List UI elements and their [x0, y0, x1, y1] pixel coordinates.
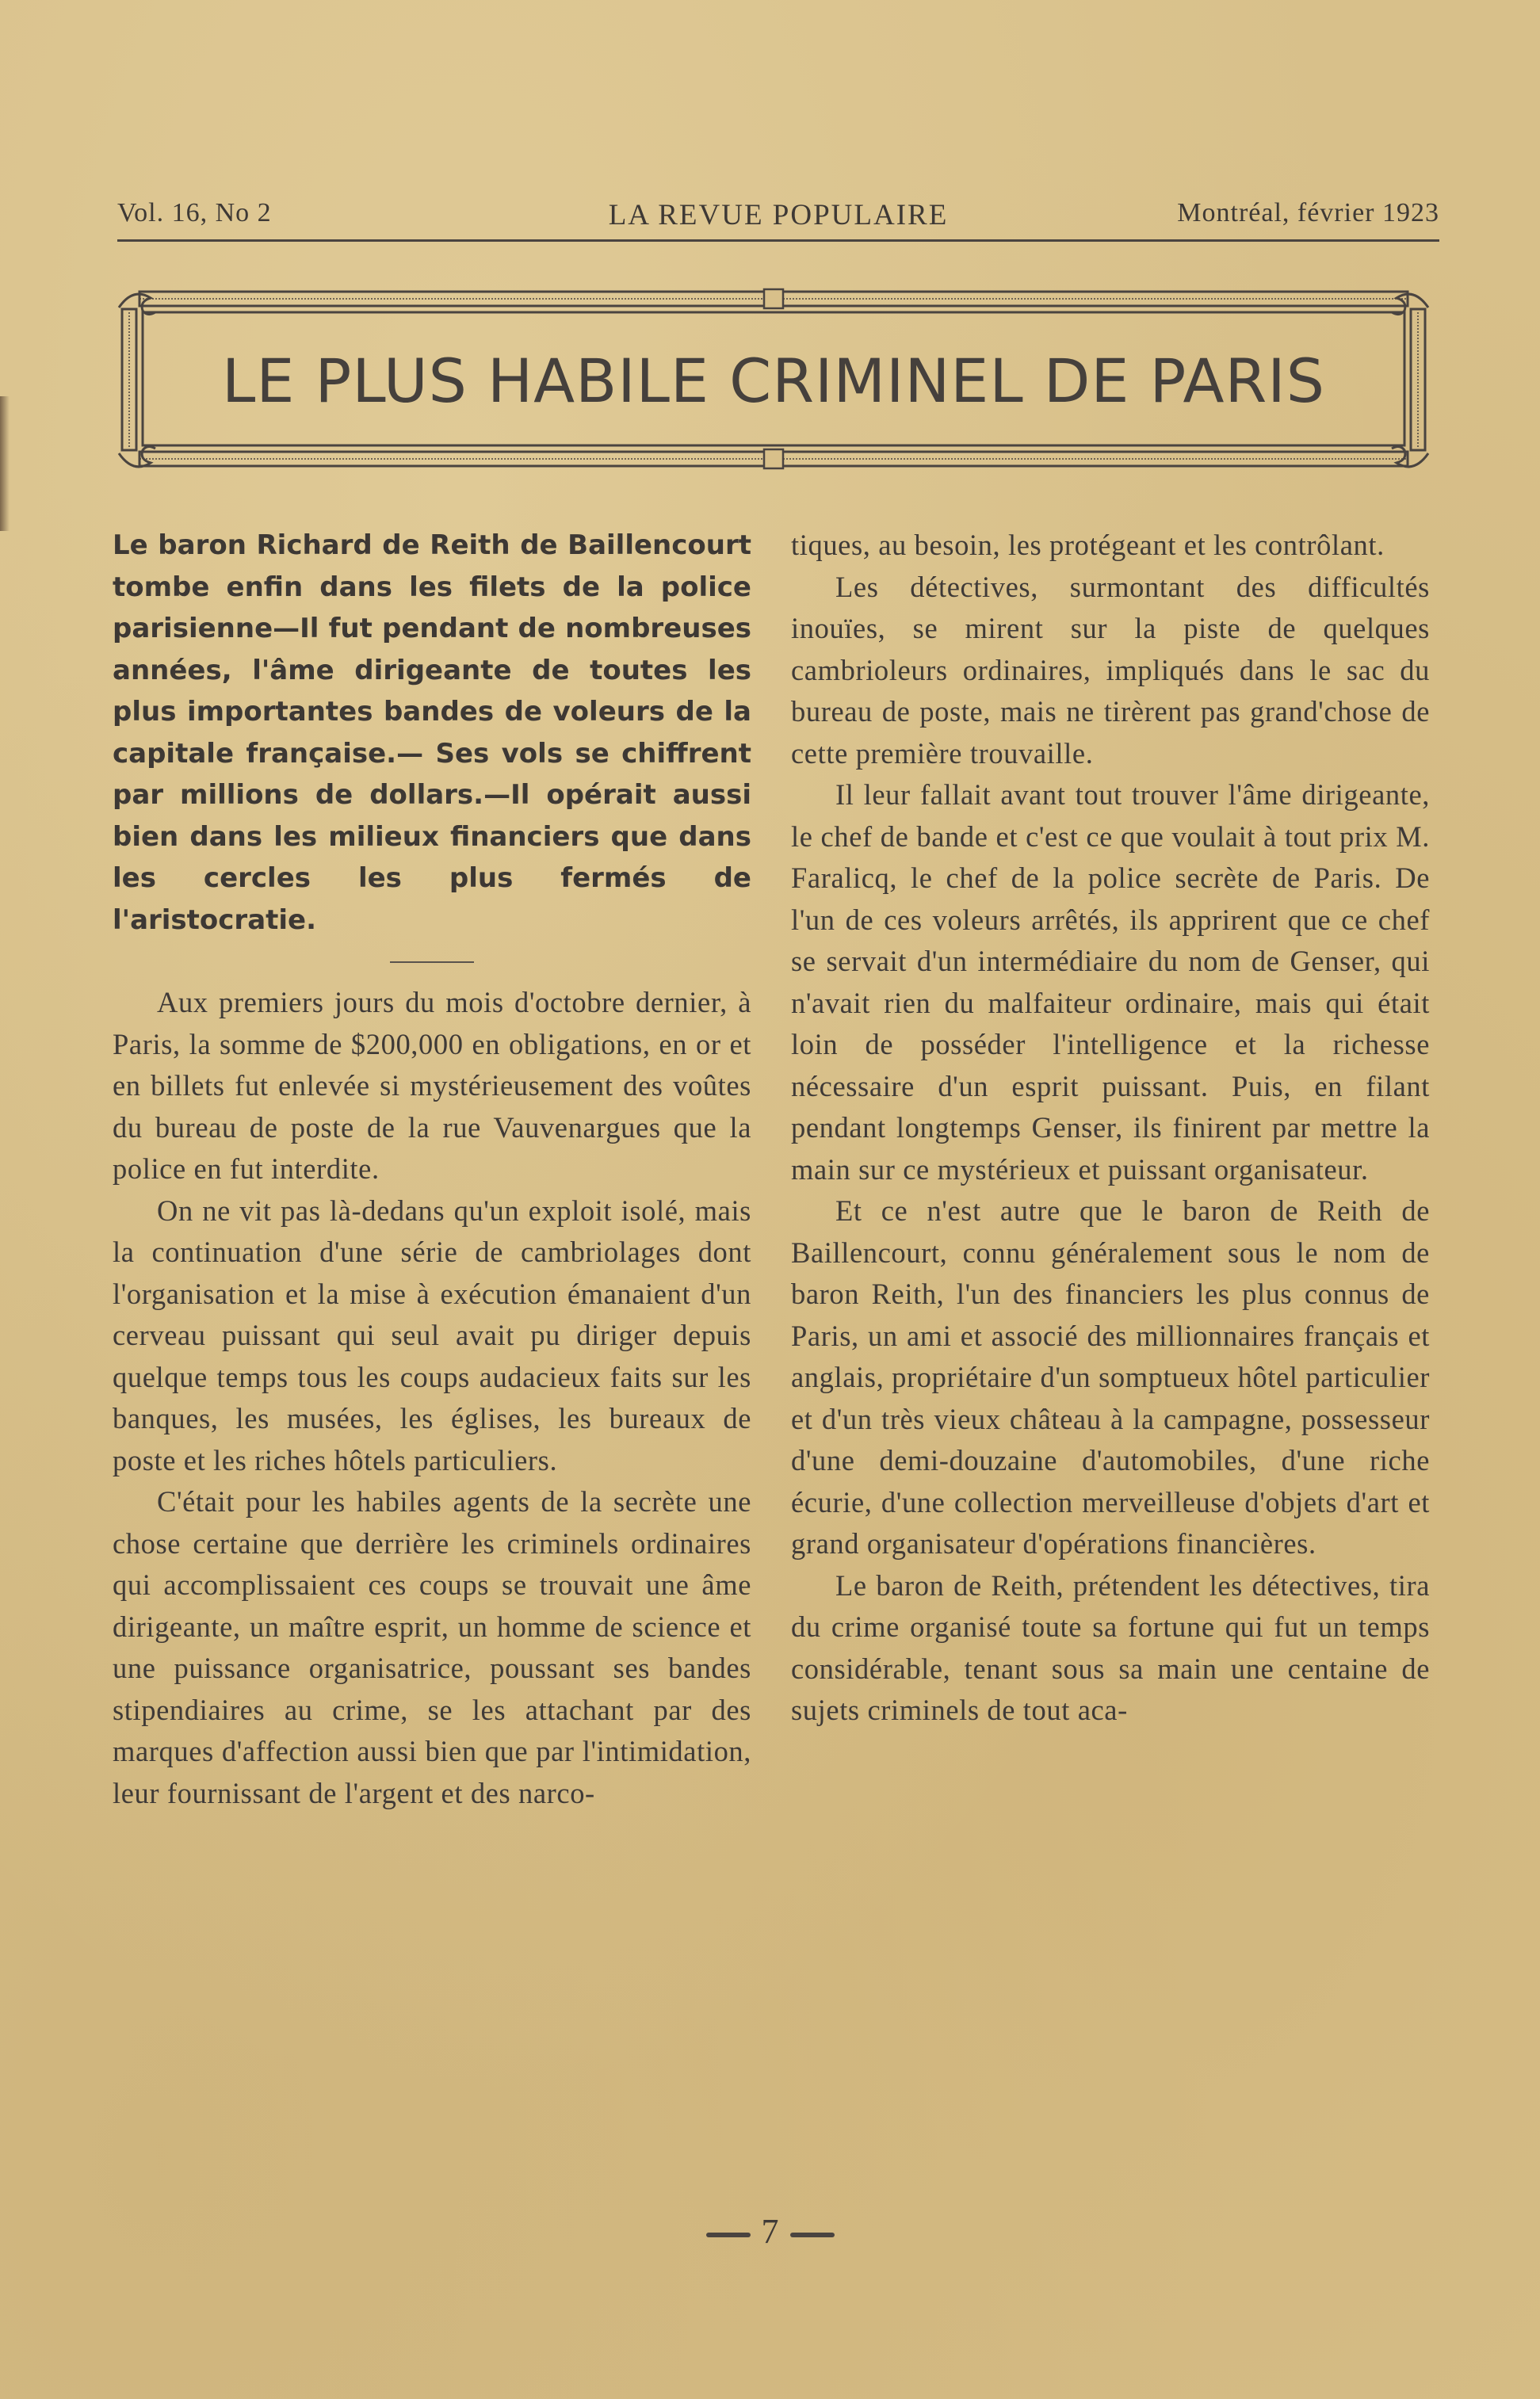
article-title: LE PLUS HABILE CRIMINEL DE PARIS [222, 346, 1325, 416]
place-and-date: Montréal, février 1923 [1177, 198, 1439, 227]
body-paragraph: C'était pour les habiles agents de la secrète une chose certaine que derrière les criminels ordinaires qui accomplissaient ces coups se trouvait une âme dirigeante, un maître esprit, un homme de science et une puissance organisatrice, poussant ses bandes stipendiaires au crime, se les attachant par des marques d'affection aussi bien que par l'intimidation, leur fournissant de l'argent et des narco- [113, 1485, 751, 1809]
page-number: 7 [761, 2212, 779, 2251]
folio-dash-left [706, 2233, 751, 2237]
left-column [113, 525, 751, 1814]
body-paragraph: Les détectives, surmontant des difficultés inouïes, se mirent sur la piste de quelques cambrioleurs ordinaires, impliqués dans le sac du bureau de poste, mais ne tirèrent pas grand'chose de cette première trouvaille. [791, 570, 1430, 770]
article-summary: Le baron Richard de Reith de Baillencourt tombe enfin dans les filets de la police parisienne—Il fut pendant de nombreuses années, l'âme dirigeante de toutes les plus importantes bandes de voleurs de la capitale française.— Ses vols se chiffrent par millions de dollars.—Il opérait aussi bien dans les milieux financiers que dans les cercles les plus fermés de l'aristocratie. [113, 529, 751, 936]
body-paragraph: Le baron de Reith, prétendent les détectives, tira du crime organisé toute sa fortune qui fut un temps considérable, tenant sous sa main une centaine de sujets criminels de tout aca- [791, 1568, 1430, 1726]
publication-name: LA REVUE POPULAIRE [608, 199, 949, 231]
body-paragraph: Il leur fallait avant tout trouver l'âme dirigeante, le chef de bande et c'est ce que voulait à tout prix M. Faralicq, le chef de la police secrète de Paris. De l'un de ces voleurs arrêtés, ils apprirent que ce chef se servait d'un intermédiaire du nom de Genser, qui n'avait rien du malfaiteur ordinaire, mais qui était loin de posséder l'intelligence et la richesse nécessaire d'un esprit puissant. Puis, en filant pendant longtemps Genser, ils finirent par mettre la main sur ce mystérieux et puissant organisateur. [791, 778, 1430, 1186]
binding-shadow [0, 396, 10, 531]
body-paragraph: Et ce n'est autre que le baron de Reith de Baillencourt, connu généralement sous le nom de baron Reith, l'un des financiers les plus connus de Paris, un ami et associé des millionnaires français et anglais, propriétaire d'un somptueux hôtel particulier et d'un très vieux château à la campagne, possesseur d'une demi-douzaine d'automobiles, d'une riche écurie, d'une collection merveilleuse d'objets d'art et grand organisateur d'opérations financières. [791, 1194, 1430, 1560]
folio-dash-right [790, 2233, 835, 2237]
body-paragraph: Aux premiers jours du mois d'octobre dernier, à Paris, la somme de $200,000 en obligations, en or et en billets fut enlevée si mystérieusement des voûtes du bureau de poste de la rue Vauvenargues que la police en fut interdite. [113, 986, 751, 1185]
page-folio [0, 2211, 1540, 2252]
body-paragraph: On ne vit pas là-dedans qu'un exploit isolé, mais la continuation d'une série de cambriolages dont l'organisation et la mise à exécution émanaient d'un cerveau puissant qui seul avait pu diriger depuis quelque temps tous les coups audacieux faits sur les banques, les musées, les églises, les bureaux de poste et les riches hôtels particuliers. [113, 1194, 751, 1476]
volume-number: Vol. 16, No 2 [117, 198, 272, 227]
running-header [117, 195, 1439, 242]
title-ornamental-frame [116, 285, 1431, 476]
body-paragraph-continuation: tiques, au besoin, les protégeant et les contrôlant. [791, 529, 1385, 561]
summary-divider [390, 961, 474, 963]
right-column [791, 525, 1430, 1732]
